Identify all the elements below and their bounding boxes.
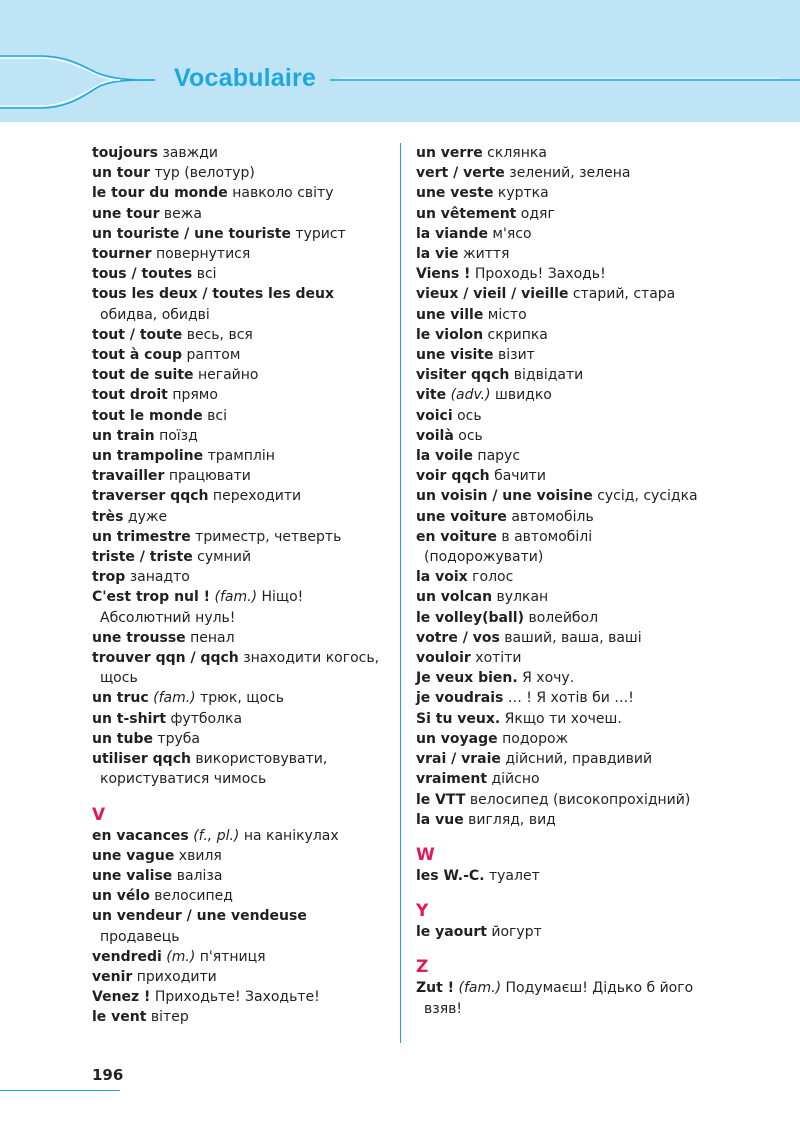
vocab-translation: дійсно (487, 771, 540, 788)
vocab-translation: зелений, зелена (504, 165, 631, 182)
vocab-term: en voiture (416, 528, 497, 545)
vocab-translation: велосипед (високопрохідний) (465, 791, 691, 808)
vocab-term: tourner (92, 246, 152, 263)
vocab-term: Venez ! (92, 989, 151, 1006)
vocab-term: vieux / vieil / vieille (416, 286, 569, 303)
vocab-entry (416, 567, 800, 587)
vocab-entry (416, 486, 800, 506)
vocab-term: un vêtement (416, 205, 517, 222)
vocab-entry (416, 688, 800, 708)
vocab-translation: триместр, четверть (190, 528, 342, 545)
vocab-entry (416, 648, 800, 668)
vocab-term: vouloir (416, 650, 471, 667)
vocab-translation: вежа (159, 205, 202, 222)
vocab-entry (92, 826, 392, 846)
vocab-translation: йогурт (486, 924, 542, 941)
vocab-entry (416, 244, 800, 264)
vocab-entry (92, 967, 392, 987)
vocab-term: une trousse (92, 629, 186, 646)
vocab-grammar-note: (fam.) (148, 690, 196, 707)
vocab-translation-continued: користуватися чимось (100, 771, 267, 788)
vocab-translation: місто (483, 306, 527, 323)
vocab-translation: волейбол (524, 609, 599, 626)
vocab-term: voilà (416, 427, 454, 444)
vocab-term: les W.-C. (416, 867, 485, 884)
vocab-translation: візит (493, 347, 535, 364)
vocab-translation-continued: взяв! (424, 1000, 462, 1017)
vocab-translation: всі (202, 407, 227, 424)
vocab-entry (92, 547, 392, 567)
vocab-entry (416, 325, 800, 345)
vocab-entry (416, 628, 800, 648)
vocab-translation: … ! Я хотів би …! (503, 690, 634, 707)
vocab-entry (416, 446, 800, 466)
page-number-rule (0, 1090, 120, 1091)
vocab-entry (92, 648, 392, 688)
vocab-term: le volley(ball) (416, 609, 524, 626)
vocab-translation: трамплін (203, 448, 275, 465)
vocabulary-column-left (92, 143, 392, 1028)
vocab-entry (416, 922, 800, 942)
vocab-entry (92, 143, 392, 163)
vocab-translation: дуже (123, 508, 168, 525)
vocab-translation-continued: щось (100, 670, 138, 687)
vocab-term: je voudrais (416, 690, 504, 707)
vocab-translation: швидко (490, 387, 552, 404)
vocab-entry (92, 244, 392, 264)
vocab-grammar-note: (f., pl.) (188, 827, 240, 844)
vocab-entry (92, 426, 392, 446)
vocab-term: tout de suite (92, 367, 194, 384)
vocab-entry (416, 204, 800, 224)
vocab-translation-continued: Абсолютний нуль! (100, 609, 236, 626)
vocab-entry (92, 729, 392, 749)
vocab-term: vert / verte (416, 165, 505, 182)
vocab-translation: голос (467, 569, 514, 586)
vocab-term: trouver qqn / qqch (92, 650, 239, 667)
vocab-translation: сумний (192, 549, 252, 566)
vocab-translation-continued: продавець (100, 928, 180, 945)
vocab-translation: ось (453, 427, 483, 444)
vocab-entry (92, 846, 392, 866)
vocab-term: une voiture (416, 508, 507, 525)
vocab-term: un volcan (416, 589, 493, 606)
vocab-entry (416, 284, 800, 304)
vocab-translation: вулкан (492, 589, 549, 606)
header-title: Vocabulaire (174, 64, 317, 92)
vocab-entry (92, 284, 392, 324)
vocab-translation: повернутися (151, 246, 251, 263)
vocab-term: Je veux bien. (416, 670, 518, 687)
vocab-term: une ville (416, 306, 484, 323)
vocab-translation: всі (192, 266, 217, 283)
vocab-term: vendredi (92, 948, 162, 965)
vocab-translation: занадто (125, 569, 190, 586)
vocab-translation: пенал (185, 629, 235, 646)
vocab-entry (92, 709, 392, 729)
vocab-entry (92, 886, 392, 906)
section-letter: V (92, 804, 106, 825)
vocab-entry (92, 163, 392, 183)
vocab-translation: працювати (164, 468, 251, 485)
vocab-entry (92, 183, 392, 203)
vocab-entry (92, 224, 392, 244)
vocab-term: Zut ! (416, 980, 455, 997)
vocab-entry (92, 204, 392, 224)
vocab-entry (416, 163, 800, 183)
vocab-entry (92, 567, 392, 587)
vocab-entry (92, 486, 392, 506)
vocab-entry (92, 866, 392, 886)
vocab-entry (92, 587, 392, 627)
vocab-translation: вигляд, вид (463, 811, 556, 828)
section-letter: Z (416, 957, 429, 978)
vocab-term: utiliser qqch (92, 751, 191, 768)
vocab-translation: переходити (208, 488, 302, 505)
vocab-entry (416, 466, 800, 486)
vocab-entry (416, 866, 800, 886)
vocab-translation: навколо світу (227, 185, 334, 202)
vocab-term: un trampoline (92, 448, 204, 465)
vocab-translation-continued: обидва, обидві (100, 306, 210, 323)
vocab-translation: поїзд (154, 427, 198, 444)
vocab-entry (92, 628, 392, 648)
vocab-term: un touriste / une touriste (92, 225, 291, 242)
vocab-term: C'est trop nul ! (92, 589, 211, 606)
vocab-translation: тур (велотур) (150, 165, 255, 182)
vocab-entry (92, 987, 392, 1007)
vocab-translation: прямо (167, 387, 218, 404)
vocab-translation: негайно (193, 367, 259, 384)
vocab-entry (416, 305, 800, 325)
vocab-translation: в автомобілі (496, 528, 593, 545)
vocab-term: un tube (92, 730, 153, 747)
vocab-term: vite (416, 387, 447, 404)
vocab-entry (92, 688, 392, 708)
vocab-translation: раптом (182, 347, 241, 364)
vocab-translation: хотіти (470, 650, 522, 667)
vocab-translation: туалет (484, 867, 540, 884)
vocab-term: le yaourt (416, 924, 487, 941)
vocab-entry (416, 810, 800, 830)
vocab-translation: парус (472, 448, 521, 465)
vocab-translation: склянка (482, 145, 547, 161)
vocab-term: la viande (416, 225, 488, 242)
vocab-term: tout droit (92, 387, 168, 404)
vocab-translation: Якщо ти хочеш. (500, 710, 622, 727)
vocab-translation: старий, стара (568, 286, 676, 303)
vocab-translation: турист (290, 225, 346, 242)
vocab-entry (92, 527, 392, 547)
vocab-term: tout à coup (92, 347, 183, 364)
vocab-translation: відвідати (509, 367, 584, 384)
vocab-entry (416, 729, 800, 749)
section-letter: W (416, 844, 435, 865)
vocab-entry (92, 749, 392, 789)
vocab-entry (416, 587, 800, 607)
vocab-term: visiter qqch (416, 367, 510, 384)
vocab-entry (92, 345, 392, 365)
vocab-entry (92, 507, 392, 527)
vocab-entry (416, 709, 800, 729)
vocab-translation: Приходьте! Заходьте! (150, 989, 320, 1006)
vocab-term: un vélo (92, 888, 150, 905)
vocab-translation: трюк, щось (195, 690, 284, 707)
vocab-translation: використовувати, (190, 751, 328, 768)
vocab-entry (416, 507, 800, 527)
vocab-term: tous les deux / toutes les deux (92, 286, 335, 303)
vocab-term: votre / vos (416, 629, 500, 646)
page-number: 196 (92, 1066, 124, 1084)
vocab-translation: подорож (497, 730, 569, 747)
vocabulary-column-right (416, 143, 800, 1019)
vocab-term: toujours (92, 145, 158, 161)
vocab-term: le VTT (416, 791, 466, 808)
vocab-translation: куртка (493, 185, 549, 202)
vocab-entry (416, 406, 800, 426)
vocab-grammar-note: (fam.) (210, 589, 258, 606)
vocab-translation: завжди (157, 145, 219, 161)
vocab-term: un verre (416, 145, 483, 161)
vocab-term: traverser qqch (92, 488, 209, 505)
vocab-entry (416, 790, 800, 810)
vocab-term: tout / toute (92, 326, 183, 343)
vocab-entry (416, 143, 800, 163)
vocab-entry (416, 385, 800, 405)
vocab-term: le violon (416, 326, 484, 343)
vocab-term: tout le monde (92, 407, 203, 424)
vocab-grammar-note: (fam.) (454, 980, 502, 997)
vocab-entry (416, 749, 800, 769)
vocab-translation: знаходити когось, (238, 650, 380, 667)
vocab-translation: м'ясо (487, 225, 532, 242)
vocab-entry (92, 466, 392, 486)
vocab-term: un voyage (416, 730, 498, 747)
vocab-translation: дійсний, правдивий (500, 751, 653, 768)
vocab-entry (416, 978, 800, 1018)
vocab-entry (92, 264, 392, 284)
vocab-translation: Ніщо! (257, 589, 304, 606)
vocab-term: un t-shirt (92, 710, 167, 727)
vocab-translation: ваший, ваша, ваші (499, 629, 642, 646)
vocab-entry (92, 906, 392, 946)
vocab-term: très (92, 508, 124, 525)
vocab-entry (416, 264, 800, 284)
vocab-entry (416, 769, 800, 789)
vocab-term: voici (416, 407, 453, 424)
vocab-entry (92, 406, 392, 426)
vocab-translation: приходити (132, 968, 217, 985)
vocab-term: Si tu veux. (416, 710, 501, 727)
vocab-term: vrai / vraie (416, 751, 501, 768)
vocab-term: voir qqch (416, 468, 490, 485)
vocab-entry (416, 224, 800, 244)
vocab-translation: одяг (516, 205, 555, 222)
vocab-term: la voile (416, 448, 473, 465)
vocab-term: une visite (416, 347, 494, 364)
vocab-translation: футболка (166, 710, 243, 727)
vocab-translation: велосипед (149, 888, 233, 905)
vocab-term: un voisin / une voisine (416, 488, 593, 505)
vocab-translation: бачити (489, 468, 546, 485)
vocab-entry (416, 365, 800, 385)
vocab-term: la voix (416, 569, 468, 586)
vocab-entry (416, 608, 800, 628)
vocab-translation: сусід, сусідка (592, 488, 698, 505)
vocab-entry (416, 668, 800, 688)
vocab-term: un tour (92, 165, 150, 182)
vocab-term: un trimestre (92, 528, 191, 545)
vocab-term: le vent (92, 1009, 147, 1026)
vocab-entry (92, 325, 392, 345)
vocab-term: triste / triste (92, 549, 193, 566)
vocab-term: une veste (416, 185, 494, 202)
column-divider (400, 143, 401, 1043)
vocab-term: une tour (92, 205, 160, 222)
vocab-translation: валіза (172, 867, 223, 884)
vocab-translation: Проходь! Заходь! (470, 266, 606, 283)
vocab-translation: труба (152, 730, 200, 747)
vocab-entry (92, 947, 392, 967)
vocab-translation: скрипка (483, 326, 548, 343)
vocab-entry (416, 527, 800, 567)
vocab-term: la vue (416, 811, 464, 828)
vocab-entry (416, 345, 800, 365)
vocab-term: trop (92, 569, 126, 586)
vocab-term: un train (92, 427, 155, 444)
vocab-term: une vague (92, 847, 175, 864)
vocab-term: un truc (92, 690, 149, 707)
vocab-term: une valise (92, 867, 173, 884)
vocab-translation: на канікулах (239, 827, 339, 844)
vocab-translation: п'ятниця (195, 948, 266, 965)
vocab-grammar-note: (adv.) (446, 387, 491, 404)
vocab-term: venir (92, 968, 133, 985)
vocab-term: la vie (416, 246, 459, 263)
vocab-translation: Я хочу. (517, 670, 575, 687)
vocab-term: vraiment (416, 771, 488, 788)
vocab-entry (92, 385, 392, 405)
section-letter: Y (416, 901, 429, 922)
vocab-entry (92, 365, 392, 385)
vocab-translation-continued: (подорожувати) (424, 549, 544, 566)
vocab-term: travailler (92, 468, 165, 485)
vocab-entry (92, 446, 392, 466)
vocab-translation: ось (452, 407, 482, 424)
vocab-entry (416, 426, 800, 446)
vocab-translation: життя (458, 246, 510, 263)
vocab-term: tous / toutes (92, 266, 193, 283)
vocab-term: en vacances (92, 827, 189, 844)
vocab-translation: хвиля (174, 847, 222, 864)
vocab-translation: автомобіль (506, 508, 594, 525)
vocab-translation: вітер (146, 1009, 189, 1026)
vocab-term: un vendeur / une vendeuse (92, 908, 307, 925)
vocab-term: le tour du monde (92, 185, 228, 202)
vocab-entry (416, 183, 800, 203)
vocab-term: Viens ! (416, 266, 471, 283)
vocab-translation: Подумаєш! Дідько б його (501, 980, 694, 997)
vocab-grammar-note: (m.) (161, 948, 196, 965)
header-wave-decoration (0, 0, 800, 122)
vocab-translation: весь, вся (182, 326, 253, 343)
vocab-entry (92, 1007, 392, 1027)
